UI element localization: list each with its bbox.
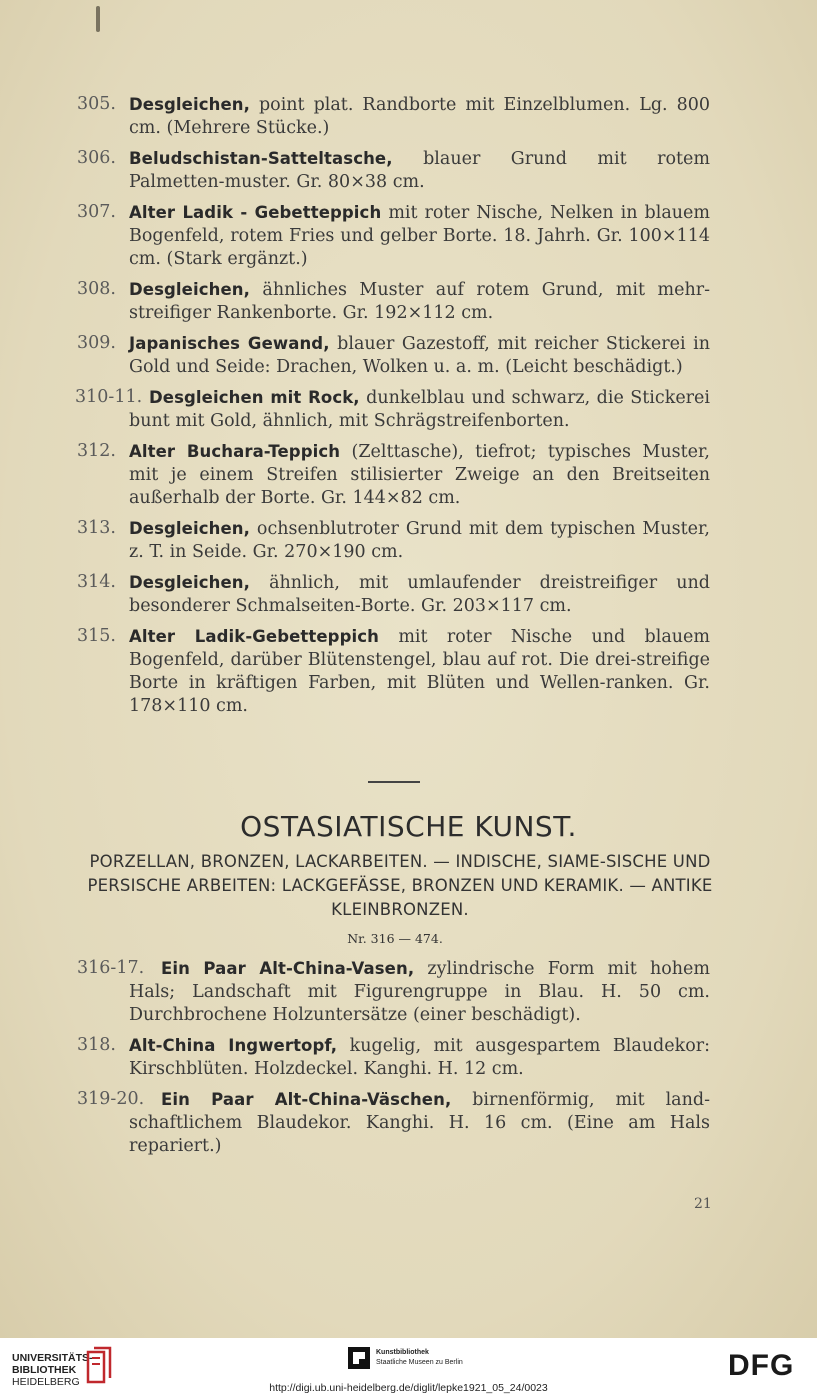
catalog-entry [0,517,817,564]
entry-text: ochsenblutroter Grund mit dem typischen Muster, z. T. in Seide. Gr. 270×190 cm. [129,519,710,562]
catalog-entry [0,571,817,618]
kunstbibliothek-name-line: Kunstbibliothek [376,1349,429,1356]
entry-title: Alt-China Ingwertopf, [129,1036,338,1055]
entry-text: zylindrische Form mit hohem Hals; Landschaft mit Figurengruppe in Blau. H. 50 cm. Durchbrochene Holzuntersätze (einer beschädigt). [129,959,710,1025]
entry-number: 318. [77,1035,116,1055]
catalog-entry [0,201,817,271]
entry-title: Desgleichen, [129,95,250,114]
entry-text: birnenförmig, mit land-schaftlichem Blaudekor. Kanghi. H. 16 cm. (Eine am Hals repariert.) [129,1090,710,1156]
catalog-entry [0,93,817,140]
entry-text: ähnliches Muster auf rotem Grund, mit mehr-streifiger Rankenborte. Gr. 192×112 cm. [129,280,710,323]
entry-number: 307. [77,202,116,222]
kunstbibliothek-name-line: Staatliche Museen zu Berlin [376,1359,463,1366]
entry-text: mit roter Nische und blauem Bogenfeld, darüber Blütenstengel, blau auf rot. Die drei-streifige Borte in kräftigen Farben, mit Blüten und Wellen-ranken. Gr. 178×110 cm. [129,627,710,716]
entry-title: Japanisches Gewand, [129,334,330,353]
library-logo-icon [84,1344,114,1386]
entry-text: kugelig, mit ausgespartem Blaudekor: Kirschblüten. Holzdeckel. Kanghi. H. 12 cm. [129,1036,710,1079]
entry-title: Desgleichen, [129,519,250,538]
entry-text: blauer Gazestoff, mit reicher Stickerei in Gold und Seide: Drachen, Wolken u. a. m. (Leicht beschädigt.) [129,334,711,377]
entry-number: 316-17. [77,958,145,978]
catalog-entry [0,147,817,194]
entry-number: 319-20. [77,1089,145,1109]
library-name-line: BIBLIOTHEK [12,1364,77,1376]
catalog-entries-section [0,957,817,1165]
entry-title: Ein Paar Alt-China-Väschen, [161,1090,452,1109]
entry-text: mit roter Nische, Nelken in blauem Bogenfeld, rotem Fries und gelber Borte. 18. Jahrh. Gr. 100×114 cm. (Stark ergänzt.) [129,203,710,269]
entry-title: Desgleichen, [129,573,250,592]
entry-number: 313. [77,518,116,538]
entry-number: 308. [77,279,116,299]
catalog-entry [0,1034,817,1081]
page-number: 21 [694,1196,712,1212]
entry-title: Alter Ladik - Gebetteppich [129,203,382,222]
binding-mark [96,6,100,32]
catalog-entry [0,332,817,379]
entry-text: point plat. Randborte mit Einzelblumen. Lg. 800 cm. (Mehrere Stücke.) [129,95,710,138]
entry-number: 309. [77,333,116,353]
entry-title: Alter Buchara-Teppich [129,442,341,461]
library-name-line: HEIDELBERG [12,1376,80,1388]
entry-number: 314. [77,572,116,592]
library-name-line: UNIVERSITÄTS- [12,1352,93,1364]
entry-text: blauer Grund mit rotem Palmetten-muster. Gr. 80×38 cm. [129,149,710,192]
section-number-range: Nr. 316 — 474. [347,931,443,946]
entry-number: 306. [77,148,116,168]
catalog-entry [0,625,817,718]
entry-title: Ein Paar Alt-China-Vasen, [161,959,415,978]
catalog-entry [0,957,817,1027]
entry-title: Alter Ladik-Gebetteppich [129,627,379,646]
entry-number: 305. [77,94,116,114]
entry-text: (Zelttasche), tiefrot; typisches Muster, mit je einem Streifen stilisierter Zweige an den Breitseiten außerhalb der Borte. Gr. 144×82 cm. [129,442,710,508]
catalog-entry [0,386,817,433]
entry-title: Desgleichen, [129,280,250,299]
section-heading: OSTASIATISCHE KUNST. [240,810,577,843]
source-url[interactable]: http://digi.ub.uni-heidelberg.de/diglit/lepke1921_05_24/0023 [269,1382,548,1394]
entry-text: dunkelblau und schwarz, die Stickerei bunt mit Gold, ähnlich, mit Schrägstreifenborten. [129,388,710,431]
entry-number: 312. [77,441,116,461]
catalog-entries [0,93,817,725]
catalog-entry [0,1088,817,1158]
entry-number: 310-11. [75,387,143,407]
entry-title: Desgleichen mit Rock, [149,388,360,407]
catalog-entry [0,278,817,325]
dfg-logo: DFG [728,1349,795,1382]
entry-title: Beludschistan-Satteltasche, [129,149,393,168]
catalog-entry [0,440,817,510]
entry-number: 315. [77,626,116,646]
section-divider [368,781,420,783]
kunstbibliothek-name [376,1348,463,1368]
kunstbibliothek-logo-icon [348,1347,370,1369]
section-subheading: PORZELLAN, BRONZEN, LACKARBEITEN. — INDISCHE, SIAME-SISCHE UND PERSISCHE ARBEITEN: LACKGEFÄSSE, BRONZEN UND KERAMIK. — ANTIKE KLEINBRONZEN. [87,852,713,919]
entry-text: ähnlich, mit umlaufender dreistreifiger und besonderer Schmalseiten-Borte. Gr. 203×117 cm. [129,573,710,616]
